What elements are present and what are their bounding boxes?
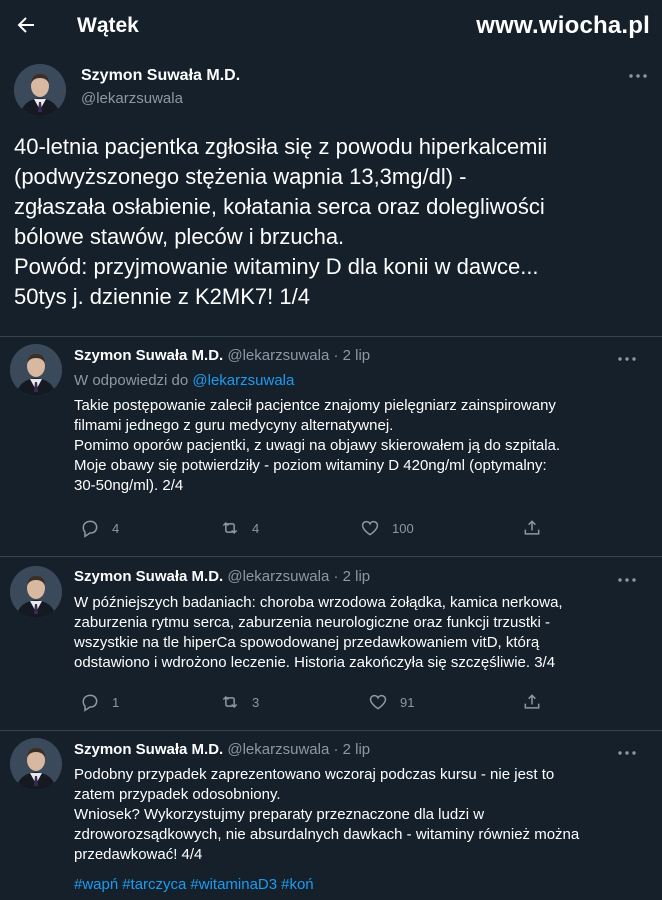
reply-button[interactable] xyxy=(80,692,119,712)
more-options-icon[interactable] xyxy=(615,347,639,371)
reply-count: 1 xyxy=(112,694,120,710)
hashtag-link[interactable]: #witaminaD3 xyxy=(190,876,278,893)
divider xyxy=(0,556,662,557)
reply-header xyxy=(74,568,370,585)
hashtag-link[interactable]: #wapń xyxy=(74,876,119,893)
reply-header xyxy=(74,347,370,364)
avatar[interactable] xyxy=(14,64,66,116)
heart-icon xyxy=(360,518,380,538)
retweet-icon xyxy=(220,518,240,538)
avatar[interactable] xyxy=(10,738,62,790)
back-arrow-icon[interactable] xyxy=(14,13,38,37)
reply-header xyxy=(74,741,370,758)
like-count: 91 xyxy=(400,694,415,710)
author-name[interactable]: Szymon Suwała M.D. xyxy=(74,741,224,758)
more-options-icon[interactable] xyxy=(626,64,650,88)
author-handle-date[interactable]: @lekarzsuwala · 2 lip xyxy=(227,347,371,364)
reply-button[interactable] xyxy=(80,518,119,538)
reply-icon xyxy=(80,518,100,538)
tweet-text: W późniejszych badaniach: choroba wrzodowa żołądka, kamica nerkowa, zaburzenia rytmu serca, zaburzenia neurologiczne oraz funkcji trzustki - wszystkie na tle hiperCa spowodowanej przedawkowaniem vitD, którą odstawiono i wdrożono leczenie. Historia zakończyła się szczęśliwie. 3/4 xyxy=(74,594,563,671)
retweet-button[interactable] xyxy=(220,518,259,538)
more-options-icon[interactable] xyxy=(615,741,639,765)
retweet-icon xyxy=(220,692,240,712)
share-button[interactable] xyxy=(522,518,554,538)
retweet-count: 4 xyxy=(252,520,260,536)
tweet-text: Podobny przypadek zaprezentowano wczoraj podczas kursu - nie jest to zatem przypadek odosobniony. Wniosek? Wykorzystujmy preparaty przeznaczone dla ludzi w zdroworozsądkowych, nie absurdalnych dawkach - witaminy również można przedawkować! 4/4 xyxy=(74,766,580,863)
hashtag-list xyxy=(74,876,318,893)
share-button[interactable] xyxy=(522,692,554,712)
author-handle-date[interactable]: @lekarzsuwala · 2 lip xyxy=(227,568,371,585)
reply-count: 4 xyxy=(112,520,120,536)
watermark: www.wiocha.pl xyxy=(476,12,650,39)
replying-to-handle[interactable]: @lekarzsuwala xyxy=(192,372,295,389)
avatar[interactable] xyxy=(10,566,62,618)
divider xyxy=(0,336,662,337)
tweet-text: Takie postępowanie zalecił pacjentce znajomy pielęgniarz zainspirowany filmami jednego z guru medycyny alternatywnej. Pomimo oporów pacjentki, z uwagi na objawy skierowałem ją do szpitala. Moje obawy się potwierdziły - poziom witaminy D 420ng/ml (optymalny: 30-50ng/ml). 2/4 xyxy=(74,397,561,494)
avatar[interactable] xyxy=(10,344,62,396)
author-name[interactable]: Szymon Suwała M.D. xyxy=(81,67,241,84)
hashtag-link[interactable]: #tarczyca xyxy=(122,876,187,893)
page-title: Wątek xyxy=(77,14,139,37)
like-button[interactable] xyxy=(360,518,414,538)
tweet-text: 40-letnia pacjentka zgłosiła się z powodu hiperkalcemii (podwyższonego stężenia wapnia 13,3mg/dl) - zgłaszała osłabienie, kołatania serca oraz dolegliwości bólowe stawów, pleców i brzucha. Powód: przyjmowanie witaminy D dla konii w dawce... 50tys j. dziennie z K2MK7! 1/4 xyxy=(14,134,548,309)
share-icon xyxy=(522,692,542,712)
like-count: 100 xyxy=(392,520,414,536)
replying-to xyxy=(74,372,294,389)
share-icon xyxy=(522,518,542,538)
hashtag-link[interactable]: #koń xyxy=(281,876,314,893)
author-handle[interactable]: @lekarzsuwala xyxy=(81,90,183,107)
author-name[interactable]: Szymon Suwała M.D. xyxy=(74,347,224,364)
author-name[interactable]: Szymon Suwała M.D. xyxy=(74,568,224,585)
replying-to-prefix: W odpowiedzi do xyxy=(74,372,189,389)
header-bar xyxy=(0,0,662,56)
divider xyxy=(0,730,662,731)
retweet-count: 3 xyxy=(252,694,260,710)
retweet-button[interactable] xyxy=(220,692,259,712)
heart-icon xyxy=(368,692,388,712)
reply-icon xyxy=(80,692,100,712)
author-handle-date[interactable]: @lekarzsuwala · 2 lip xyxy=(227,741,371,758)
more-options-icon[interactable] xyxy=(615,568,639,592)
like-button[interactable] xyxy=(368,692,414,712)
